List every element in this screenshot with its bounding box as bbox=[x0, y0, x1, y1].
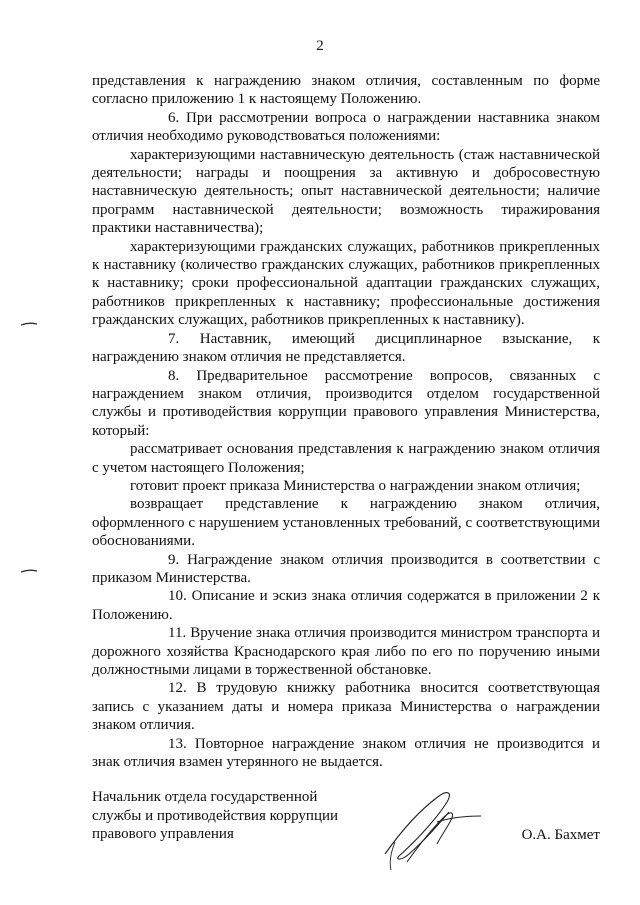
paragraph-text: представления к награждению знаком отличия, составленным по форме согласно приложению 1 к настоящему Положению. bbox=[92, 73, 600, 108]
page-number: 2 bbox=[316, 38, 324, 54]
paragraph bbox=[92, 146, 600, 238]
paragraph bbox=[92, 624, 600, 679]
paragraph-text: возвращает представление к награждению знаком отличия, оформленного с нарушением установленных требований, с соответствующими обоснованиями. bbox=[92, 496, 600, 550]
signatory-title-line: правового управления bbox=[92, 826, 234, 843]
paragraph-number: 8. bbox=[168, 367, 180, 384]
paragraph-number: 10. bbox=[168, 588, 187, 605]
paragraph bbox=[92, 587, 600, 624]
paragraph-number: 13. bbox=[168, 735, 187, 752]
paragraph-text: готовит проект приказа Министерства о награждении знаком отличия; bbox=[130, 477, 581, 494]
paragraph bbox=[92, 495, 600, 550]
paragraph-number: 11. bbox=[168, 625, 187, 642]
paragraph-text: Вручение знака отличия производится министром транспорта и дорожного хозяйства Краснодарского края либо по его по поручению иными должностными лицами в торжественной обстановке. bbox=[92, 625, 601, 678]
paragraph bbox=[92, 330, 600, 367]
paragraph bbox=[92, 679, 600, 734]
handwritten-signature bbox=[377, 782, 487, 872]
paragraph bbox=[92, 238, 600, 330]
document-body bbox=[92, 72, 600, 771]
paragraph-number: 7. bbox=[168, 330, 180, 347]
paragraph-text: характеризующими гражданских служащих, работников прикрепленных к наставнику (количество гражданских служащих, работников прикрепленных к наставнику; сроки профессиональной адаптации гражданских служащих, работников прикрепленных к наставнику; профессиональные достижения гражданских служащих, работников прикрепленных к наставнику). bbox=[92, 238, 600, 329]
signatory-title-line: Начальник отдела государственной bbox=[92, 789, 318, 805]
paragraph bbox=[92, 72, 600, 109]
signatory-name: О.А. Бахмет bbox=[521, 827, 600, 843]
paragraph-number: 6. bbox=[168, 109, 180, 126]
paragraph-text: В трудовую книжку работника вносится соответствующая запись с указанием даты и номера приказа Министерства о награждении знаком отличия. bbox=[92, 680, 600, 734]
paragraph bbox=[92, 440, 600, 477]
signature-block bbox=[92, 788, 600, 844]
paragraph-text: характеризующими наставническую деятельность (стаж наставнической деятельности; награды и поощрения за активную и добросовестную наставническую деятельность; опыт наставнической деятельности; наличие программ наставнической деятельности; возможность тиражирования практики наставничества); bbox=[92, 146, 600, 237]
paragraph-text: Повторное награждение знаком отличия не производится и знак отличия взамен утерянного не выдается. bbox=[92, 735, 601, 771]
signatory-title-line: службы и противодействия коррупции bbox=[92, 807, 339, 824]
paragraph-text: Наставник, имеющий дисциплинарное взыскание, к награждению знаком отличия не представляется. bbox=[92, 330, 601, 366]
paragraph bbox=[92, 367, 600, 441]
margin-dash-mark bbox=[20, 569, 38, 573]
paragraph bbox=[92, 735, 600, 772]
paragraph bbox=[92, 109, 600, 146]
paragraph-text: Награждение знаком отличия производится в соответствии с приказом Министерства. bbox=[92, 551, 600, 586]
paragraph bbox=[92, 477, 600, 495]
paragraph-text: рассматривает основания представления к награждению знаком отличия с учетом настоящего Положения; bbox=[92, 441, 600, 476]
paragraph-number: 9. bbox=[168, 551, 180, 568]
margin-dash-mark bbox=[20, 322, 38, 326]
paragraph bbox=[92, 551, 600, 588]
paragraph-text: Описание и эскиз знака отличия содержатся в приложении 2 к Положению. bbox=[92, 588, 600, 623]
paragraph-text: Предварительное рассмотрение вопросов, связанных с награждением знаком отличия, производится отделом государственной службы и противодействия коррупции правового управления Министерства, который: bbox=[92, 367, 601, 439]
paragraph-number: 12. bbox=[168, 680, 187, 697]
paragraph-text: При рассмотрении вопроса о награждении наставника знаком отличия необходимо руководствоваться положениями: bbox=[92, 109, 601, 145]
